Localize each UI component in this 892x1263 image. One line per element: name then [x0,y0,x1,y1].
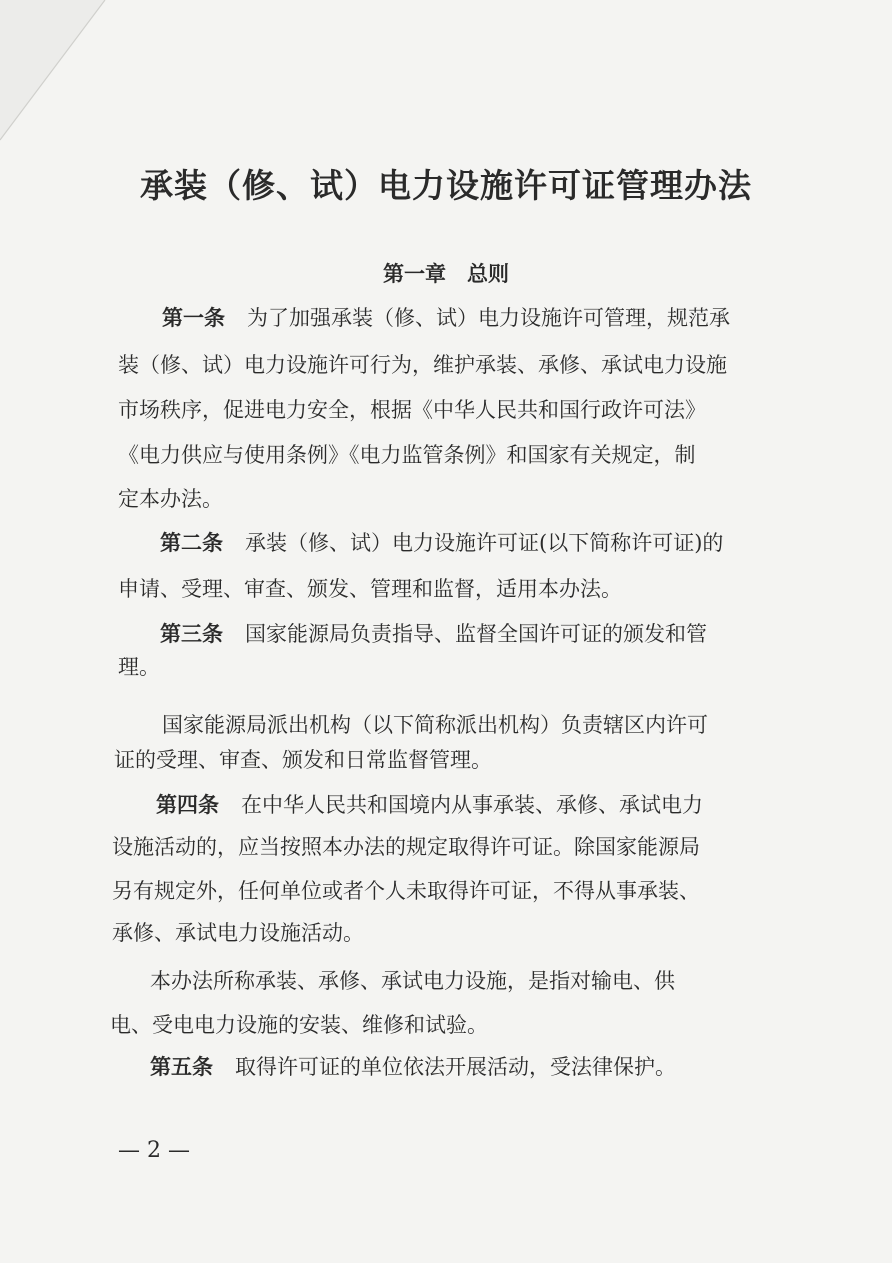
article-2-line-2: 申请、受理、审查、颁发、管理和监督，适用本办法。 [118,577,622,601]
article-1-label: 第一条 [162,306,225,330]
article-4-line-3: 另有规定外，任何单位或者个人未取得许可证，不得从事承装、 [112,879,700,903]
article-2-line-1: 第二条 承装（修、试）电力设施许可证(以下简称许可证)的 [160,531,724,555]
article-4-line-1: 第四条 在中华人民共和国境内从事承装、承修、承试电力 [156,793,703,817]
article-1-line-3: 市场秩序，促进电力安全，根据《中华人民共和国行政许可法》 [118,398,706,422]
article-3-para-2-line-2: 证的受理、审查、颁发和日常监督管理。 [114,748,492,772]
article-5-label: 第五条 [150,1055,213,1079]
article-1-line-5: 定本办法。 [118,487,223,511]
article-3-line-2: 理。 [118,655,160,679]
article-1-line-1: 第一条 为了加强承装（修、试）电力设施许可管理，规范承 [162,306,730,330]
article-5-line-1: 第五条 取得许可证的单位依法开展活动，受法律保护。 [150,1055,676,1079]
article-4-para-2-line-2: 电、受电电力设施的安装、维修和试验。 [110,1013,488,1037]
page-corner-fold [0,0,120,150]
document-title: 承装（修、试）电力设施许可证管理办法 [140,166,752,205]
article-2-label: 第二条 [160,531,223,555]
article-4-line-4: 承修、承试电力设施活动。 [112,921,364,945]
article-4-label: 第四条 [156,793,219,817]
chapter-heading: 第一章 总则 [383,262,509,286]
page-number: — 2 — [118,1138,190,1163]
article-3-para-2-line-1: 国家能源局派出机构（以下简称派出机构）负责辖区内许可 [162,713,708,737]
article-1-line-2: 装（修、试）电力设施许可行为，维护承装、承修、承试电力设施 [118,353,727,377]
article-4-para-2-line-1: 本办法所称承装、承修、承试电力设施，是指对输电、供 [150,969,675,993]
article-1-line-4: 《电力供应与使用条例》《电力监管条例》和国家有关规定，制 [118,443,696,467]
article-3-line-1: 第三条 国家能源局负责指导、监督全国许可证的颁发和管 [160,622,707,646]
article-4-line-2: 设施活动的，应当按照本办法的规定取得许可证。除国家能源局 [112,835,700,859]
article-3-label: 第三条 [160,622,223,646]
